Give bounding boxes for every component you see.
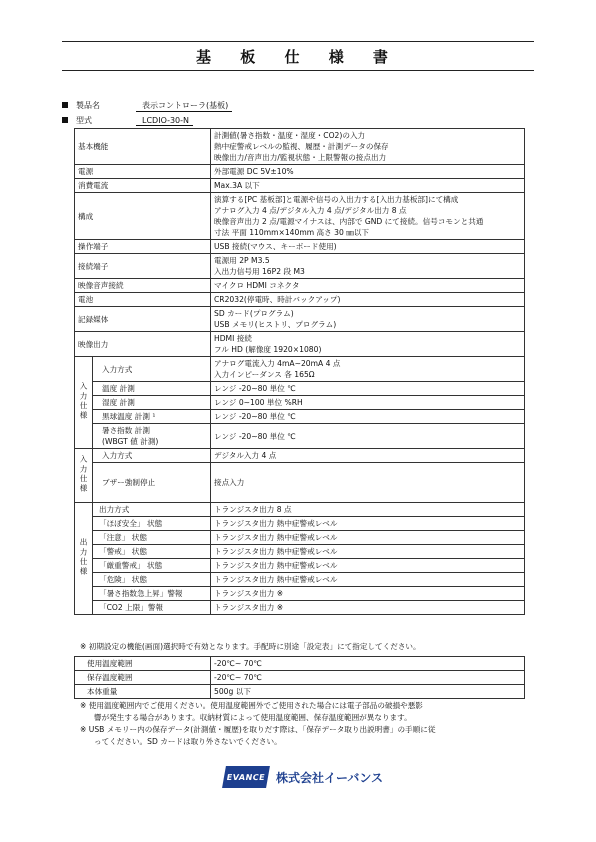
note-2: ※ USB メモリー内の保存データ(計測値・履歴)を取りだす際は、「保存データ取り出説明書」の手順に従 ってください。SD カードは取り外さないでください。 bbox=[80, 725, 436, 746]
spec-row-conn_terminal bbox=[75, 254, 525, 279]
product-name-value: 表示コントローラ(基板) bbox=[136, 100, 232, 112]
spec-value: トランジスタ出力 熱中症警戒レベル bbox=[211, 559, 525, 573]
spec-value: トランジスタ出力 ※ bbox=[211, 587, 525, 601]
spec-label: 「ほぼ安全」 状態 bbox=[93, 517, 211, 531]
env-label: 本体重量 bbox=[75, 685, 211, 699]
group-label-text: 入力仕様 bbox=[79, 381, 88, 421]
title-rule bbox=[62, 70, 534, 71]
model-value: LCDIO-30-N bbox=[136, 116, 193, 126]
spec-value: トランジスタ出力 熱中症警戒レベル bbox=[211, 545, 525, 559]
spec-value: 計測値(暑さ指数・温度・湿度・CO2)の入力 熱中症警戒レベルの監視、履歴・計測データの保存 映像出力/音声出力/監視状態・上限警報の接点出力 bbox=[211, 129, 525, 165]
note-1: ※ 使用温度範囲内でご使用ください。使用温度範囲外でご使用された場合には電子部品の破損や悪影 響が発生する場合があります。収納材質によって使用温度範囲、保存温度範囲が異なります。 bbox=[80, 701, 423, 722]
output-row bbox=[75, 587, 525, 601]
env-row bbox=[75, 657, 525, 671]
env-value: -20℃~ 70℃ bbox=[211, 657, 525, 671]
output-row bbox=[75, 559, 525, 573]
spec-value: USB 接続(マウス、キーボード使用) bbox=[211, 240, 525, 254]
env-value: 500g 以下 bbox=[211, 685, 525, 699]
spec-label: 接続端子 bbox=[75, 254, 211, 279]
spec-label: 「危険」 状態 bbox=[93, 573, 211, 587]
spec-row-config bbox=[75, 193, 525, 240]
spec-value: マイクロ HDMI コネクタ bbox=[211, 279, 525, 293]
output-row bbox=[75, 531, 525, 545]
spec-row-power bbox=[75, 165, 525, 179]
env-label: 保存温度範囲 bbox=[75, 671, 211, 685]
spec-value: レンジ -20~80 単位 ℃ bbox=[211, 410, 525, 424]
company-name: 株式会社イーバンス bbox=[276, 770, 384, 785]
environment-table bbox=[74, 656, 525, 699]
analog-input-row bbox=[75, 424, 525, 449]
digital-input-row bbox=[75, 449, 525, 463]
output-row bbox=[75, 545, 525, 559]
analog-input-row bbox=[75, 410, 525, 424]
spec-value: 外部電源 DC 5V±10% bbox=[211, 165, 525, 179]
spec-label: 「CO2 上限」警報 bbox=[93, 601, 211, 615]
spec-value: CR2032(停電時、時計バックアップ) bbox=[211, 293, 525, 307]
product-name-label: 製品名 bbox=[76, 101, 100, 110]
spec-label: 構成 bbox=[75, 193, 211, 240]
spec-value: レンジ 0~100 単位 %RH bbox=[211, 396, 525, 410]
group-label bbox=[75, 357, 93, 449]
spec-label: 「警戒」 状態 bbox=[93, 545, 211, 559]
spec-label: 「暑さ指数急上昇」警報 bbox=[93, 587, 211, 601]
spec-value: Max.3A 以下 bbox=[211, 179, 525, 193]
group-label-text: 出力仕様 bbox=[79, 537, 88, 577]
spec-row-media bbox=[75, 307, 525, 332]
spec-value: 接点入力 bbox=[211, 463, 525, 503]
company-logo bbox=[224, 766, 383, 788]
spec-label: 基本機能 bbox=[75, 129, 211, 165]
evance-logo-mark: EVANCE bbox=[222, 766, 270, 788]
spec-row-battery bbox=[75, 293, 525, 307]
page-title: 基 板 仕 様 書 bbox=[196, 48, 400, 66]
spec-label: 記録媒体 bbox=[75, 307, 211, 332]
group-label bbox=[75, 503, 93, 615]
spec-value: トランジスタ出力 8 点 bbox=[211, 503, 525, 517]
spec-value: デジタル入力 4 点 bbox=[211, 449, 525, 463]
usage-notes bbox=[80, 700, 540, 748]
env-label: 使用温度範囲 bbox=[75, 657, 211, 671]
spec-value: アナログ電流入力 4mA~20mA 4 点 入力インピーダンス 各 165Ω bbox=[211, 357, 525, 382]
output-row bbox=[75, 573, 525, 587]
group-label bbox=[75, 449, 93, 503]
spec-label: 黒球温度 計測 ¹ bbox=[93, 410, 211, 424]
spec-value: トランジスタ出力 熱中症警戒レベル bbox=[211, 531, 525, 545]
spec-label: 暑さ指数 計測 (WBGT 値 計測) bbox=[93, 424, 211, 449]
spec-label: 出力方式 bbox=[93, 503, 211, 517]
spec-label: 電池 bbox=[75, 293, 211, 307]
spec-value: トランジスタ出力 熱中症警戒レベル bbox=[211, 517, 525, 531]
spec-label: 電源 bbox=[75, 165, 211, 179]
top-rule bbox=[62, 41, 534, 42]
env-value: -20℃~ 70℃ bbox=[211, 671, 525, 685]
spec-value: 演算する[PC 基板部]と電源や信号の入出力する[入出力基板部]にて構成 アナログ入力 4 点/デジタル入力 4 点/デジタル出力 8 点 映像音声出力 2 点/電源マイナスは、内部で GND にて接続。信号コモンと共通 寸法 平面 110mm×140mm 高さ 30 ㎜以下 bbox=[211, 193, 525, 240]
analog-input-row bbox=[75, 396, 525, 410]
spec-value: レンジ -20~80 単位 ℃ bbox=[211, 382, 525, 396]
spec-label: 湿度 計測 bbox=[93, 396, 211, 410]
output-row bbox=[75, 517, 525, 531]
product-name-row bbox=[62, 100, 232, 112]
spec-table bbox=[74, 128, 525, 615]
spec-label: 映像出力 bbox=[75, 332, 211, 357]
bullet-square-icon bbox=[62, 117, 68, 123]
spec-value: HDMI 接続 フル HD (解像度 1920×1080) bbox=[211, 332, 525, 357]
group-label-text: 入力仕様 bbox=[79, 454, 88, 494]
model-label: 型式 bbox=[76, 116, 92, 125]
spec-value: トランジスタ出力 熱中症警戒レベル bbox=[211, 573, 525, 587]
spec-value: レンジ -20~80 単位 ℃ bbox=[211, 424, 525, 449]
env-row bbox=[75, 671, 525, 685]
spec-label: 映像音声接続 bbox=[75, 279, 211, 293]
spec-label: 入力方式 bbox=[93, 449, 211, 463]
initial-setting-note: ※ 初期設定の機能(画面)選択時で有効となります。手配時に別途「設定表」にて指定してください。 bbox=[80, 642, 421, 651]
spec-row-basic bbox=[75, 129, 525, 165]
spec-label: 「注意」 状態 bbox=[93, 531, 211, 545]
spec-value: トランジスタ出力 ※ bbox=[211, 601, 525, 615]
analog-input-row bbox=[75, 382, 525, 396]
spec-label: 消費電流 bbox=[75, 179, 211, 193]
spec-row-current bbox=[75, 179, 525, 193]
spec-label: 操作端子 bbox=[75, 240, 211, 254]
analog-input-row bbox=[75, 357, 525, 382]
digital-input-row bbox=[75, 463, 525, 503]
spec-row-op_terminal bbox=[75, 240, 525, 254]
spec-label: 入力方式 bbox=[93, 357, 211, 382]
env-row bbox=[75, 685, 525, 699]
spec-row-video bbox=[75, 332, 525, 357]
spec-value: SD カード(プログラム) USB メモリ(ヒストリ、プログラム) bbox=[211, 307, 525, 332]
spec-value: 電源用 2P M3.5 入出力信号用 16P2 段 M3 bbox=[211, 254, 525, 279]
model-row bbox=[62, 115, 193, 126]
spec-label: 「厳重警戒」 状態 bbox=[93, 559, 211, 573]
spec-label: 温度 計測 bbox=[93, 382, 211, 396]
output-row bbox=[75, 601, 525, 615]
output-row bbox=[75, 503, 525, 517]
spec-label: ブザー強制停止 bbox=[93, 463, 211, 503]
bullet-square-icon bbox=[62, 102, 68, 108]
spec-row-av_conn bbox=[75, 279, 525, 293]
